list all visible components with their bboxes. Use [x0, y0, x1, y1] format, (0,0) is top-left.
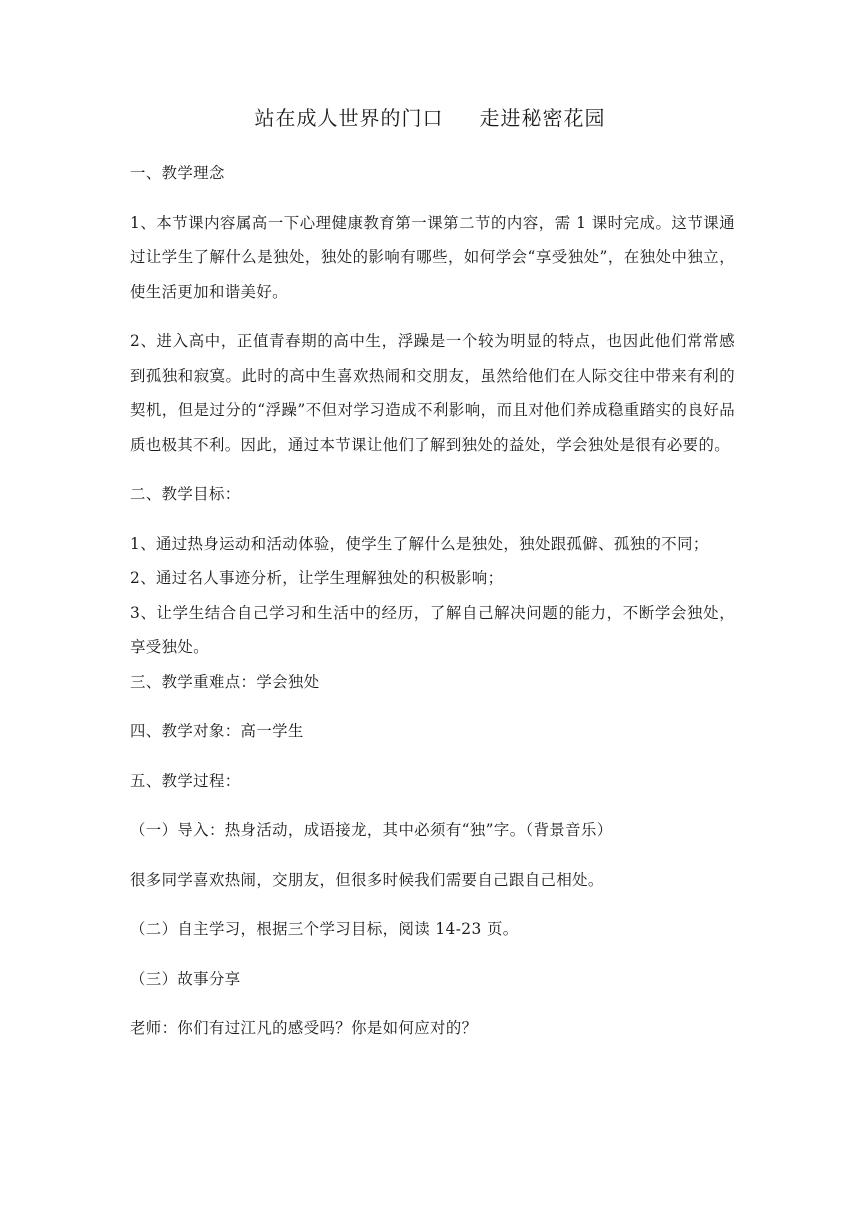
title-part-1: 站在成人世界的门口: [254, 106, 444, 130]
process-step-self-study: （二）自主学习，根据三个学习目标，阅读 14-23 页。: [130, 920, 519, 938]
paragraph-philosophy-1: 1、本节课内容属高一下心理健康教育第一课第二节的内容，需 1 课时完成。这节课通过让学生了解什么是独处，独处的影响有哪些，如何学会“享受独处”，在独处中独立，使生活更加和谐美好。: [130, 213, 735, 301]
section-heading-process: 五、教学过程：: [130, 771, 241, 790]
section-heading-philosophy: 一、教学理念: [130, 164, 225, 182]
page-title: [0, 101, 860, 135]
goal-item-1: 1、通过热身运动和活动体验，使学生了解什么是独处，独处跟孤僻、孤独的不同；: [130, 534, 709, 553]
teacher-question: 老师：你们有过江凡的感受吗？你是如何应对的？: [130, 1019, 478, 1037]
section-heading-audience: 四、教学对象：高一学生: [130, 722, 304, 740]
title-part-2: 走进秘密花园: [479, 106, 606, 130]
process-step-story: （三）故事分享: [130, 969, 241, 988]
paragraph-philosophy-2: 2、进入高中，正值青春期的高中生，浮躁是一个较为明显的特点，也因此他们常常感到孤独和寂寞。此时的高中生喜欢热闹和交朋友，虽然给他们在人际交往中带来有利的契机，但是过分的“浮躁”不但对学习造成不利影响，而且对他们养成稳重踏实的良好品质也极其不利。因此，通过本节课让他们了解到独处的益处，学会独处是很有必要的。: [130, 332, 735, 454]
process-intro-text: 很多同学喜欢热闹，交朋友，但很多时候我们需要自己跟自己相处。: [130, 870, 604, 889]
process-step-intro: （一）导入：热身活动，成语接龙，其中必须有“独”字。（背景音乐）: [130, 821, 613, 839]
document-body: [130, 156, 735, 1061]
section-heading-goals: 二、教学目标：: [130, 485, 241, 503]
section-heading-key-points: 三、教学重难点：学会独处: [130, 672, 320, 691]
goal-item-3: 3、让学生结合自己学习和生活中的经历，了解自己解决问题的能力，不断学会独处，享受独处。: [130, 603, 735, 656]
goal-item-2: 2、通过名人事迹分析，让学生理解独处的积极影响；: [130, 569, 504, 587]
